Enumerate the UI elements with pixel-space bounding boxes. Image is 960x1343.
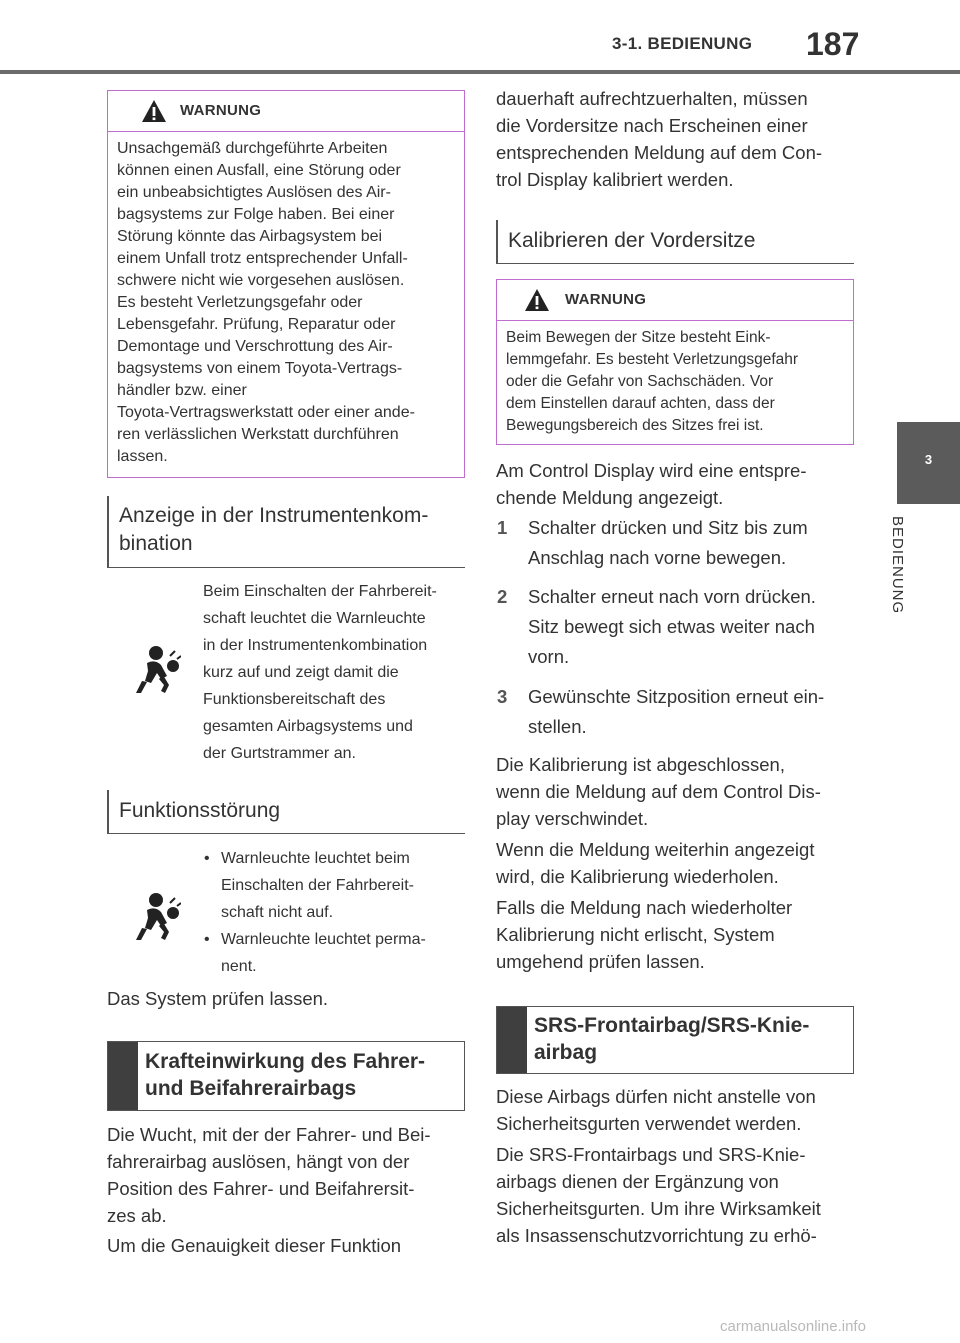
warning-title: WARNUNG (565, 291, 647, 308)
page-number: 187 (806, 26, 860, 62)
chapter-tab: 3 (897, 422, 960, 504)
header-rule (0, 70, 960, 74)
chapter-label: BEDIENUNG (889, 516, 906, 615)
warning-text: Beim Bewegen der Sitze besteht Eink- lemmgefahr. Es besteht Verletzungsgefahr oder die Gefahr von Sachschäden. Vor dem Einstellen darauf achten, dass der Bewegungsbereich des Sitzes frei ist. (506, 329, 799, 434)
display-description: Beim Einschalten der Fahrbereit- schaft leuchtet die Warnleuchte in der Instrumentenkombination kurz auf und zeigt damit die Funktionsbereitschaft des gesamten Airbagsystems und der Gurtstrammer an. (203, 583, 437, 762)
calibration-intro: Am Control Display wird eine entspre- chende Meldung angezeigt. (496, 460, 807, 508)
bullet-item: • Warnleuchte leuchtet perma- nent. (204, 931, 426, 975)
bullet-item: • Warnleuchte leuchtet beim Einschalten der Fahrbereit- schaft nicht auf. (204, 850, 414, 921)
section-header: 3-1. BEDIENUNG (612, 34, 753, 53)
warning-box (496, 279, 854, 445)
step-item: 3 Gewünschte Sitzposition erneut ein- stellen. (497, 686, 825, 737)
step-item: 2 Schalter erneut nach vorn drücken. Sitz bewegt sich etwas weiter nach vorn. (497, 586, 816, 667)
srs-paragraph: Diese Airbags dürfen nicht anstelle von Sicherheitsgurten verwendet werden. (496, 1086, 816, 1134)
warning-title: WARNUNG (180, 102, 262, 119)
force-paragraph-2: Um die Genauigkeit dieser Funktion (107, 1235, 402, 1256)
continued-paragraph: dauerhaft aufrechtzuerhalten, müssen die Vordersitze nach Erscheinen einer entsprechenden Meldung auf dem Con- trol Display kalibriert werden. (496, 88, 823, 190)
calibration-repeat: Wenn die Meldung weiterhin angezeigt wird, die Kalibrierung wiederholen. (496, 839, 815, 887)
heading-band (108, 1042, 138, 1110)
section-heading-malfunction: Funktionsstörung (107, 790, 465, 834)
warning-header (108, 91, 464, 132)
section-heading-calibration: Kalibrieren der Vordersitze (496, 220, 854, 264)
section-heading-force: Krafteinwirkung des Fahrer- und Beifahrerairbags (107, 1041, 465, 1111)
warning-box (107, 90, 465, 478)
section-heading-display: Anzeige in der Instrumentenkom- bination (107, 496, 465, 568)
malfunction-conclusion: Das System prüfen lassen. (107, 988, 329, 1009)
warning-triangle-icon (524, 288, 550, 312)
airbag-warning-icon (133, 645, 181, 697)
force-paragraph: Die Wucht, mit der der Fahrer- und Bei- fahrerairbag auslösen, hängt von der Position des Fahrer- und Beifahrersit- zes ab. (107, 1124, 431, 1226)
warning-header (497, 280, 853, 321)
step-item: 1 Schalter drücken und Sitz bis zum Anschlag nach vorne bewegen. (497, 517, 808, 568)
warning-text: Unsachgemäß durchgeführte Arbeiten können einen Ausfall, eine Störung oder ein unbeabsichtigtes Auslösen des Air- bagsystems zur Folge haben. Bei einer Störung könnte das Airbagsystem bei einem Unfall trotz entsprechender Unfall- schwere nicht wie vorgesehen auslösen. Es besteht Verletzungsgefahr oder Lebensgefahr. Prüfung, Reparatur oder Demontage und Verschrottung des Air- bagsystems von einem Toyota-Vertrags- händler bzw. einer Toyota-Vertragswerkstatt oder einer ande- ren verlässlichen Werkstatt durchführen lassen. (117, 140, 415, 465)
section-heading-srs: SRS-Frontairbag/SRS-Knie- airbag (496, 1006, 854, 1074)
heading-band (497, 1007, 527, 1073)
watermark: carmanualsonline.info (720, 1318, 866, 1335)
calibration-check: Falls die Meldung nach wiederholter Kalibrierung nicht erlischt, System umgehend prüfen lassen. (496, 897, 793, 972)
calibration-done: Die Kalibrierung ist abgeschlossen, wenn die Meldung auf dem Control Dis- play verschwindet. (496, 754, 821, 829)
srs-paragraph-2: Die SRS-Frontairbags und SRS-Knie- airbags dienen der Ergänzung von Sicherheitsgurten. Um ihre Wirksamkeit als Insassenschutzvorrichtung zu erhö- (496, 1144, 821, 1246)
airbag-warning-icon (133, 892, 181, 944)
warning-triangle-icon (141, 99, 167, 123)
